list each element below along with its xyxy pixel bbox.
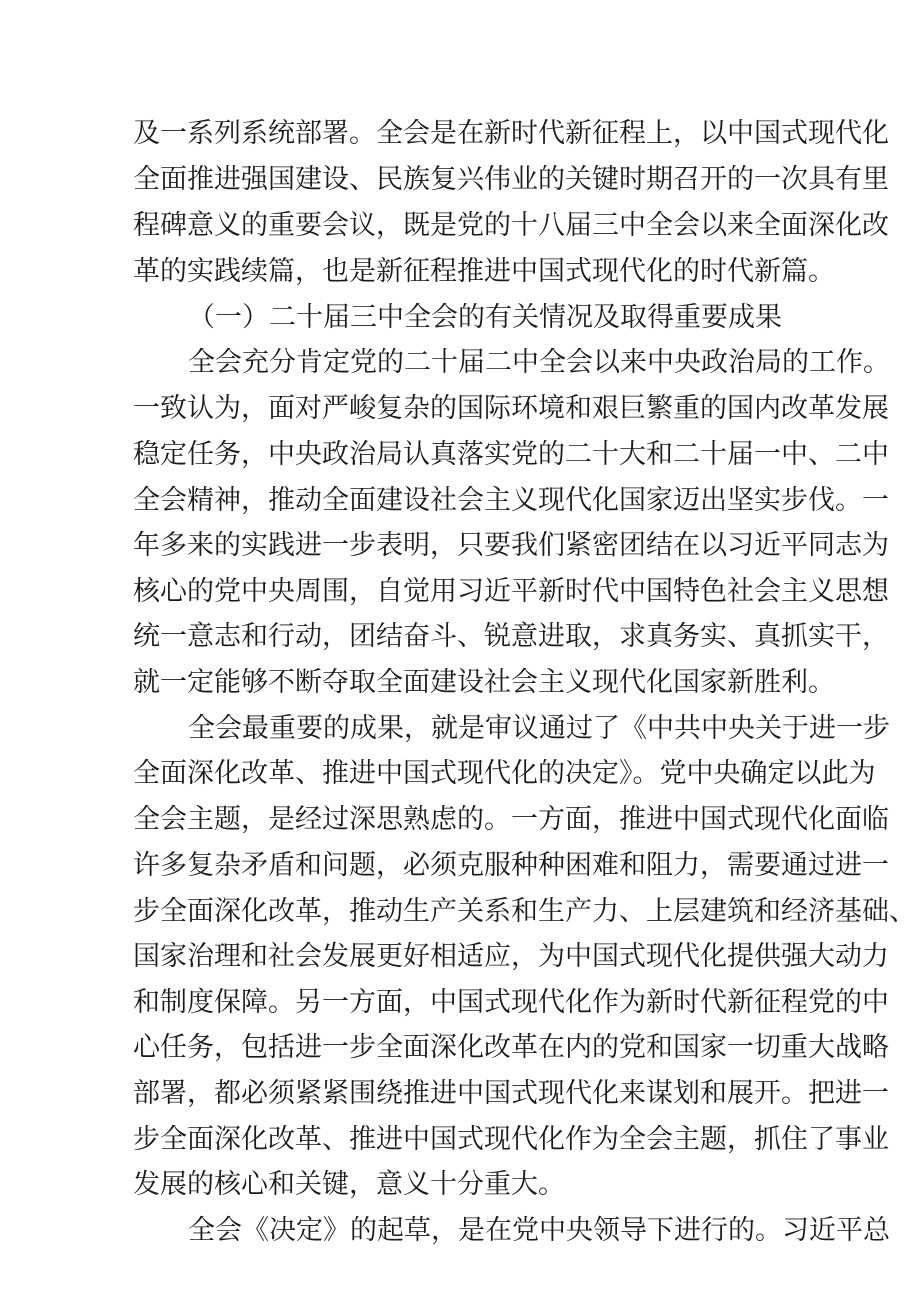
text-line-4: 革的实践续篇，也是新征程推进中国式现代化的时代新篇。: [133, 256, 835, 287]
text-line-12: 统一意志和行动，团结奋斗、锐意进取，求真务实、真抓实干，: [133, 621, 889, 652]
text-line-8: 稳定任务，中央政治局认真落实党的二十大和二十届一中、二中: [133, 439, 889, 470]
text-line-16: 全会主题，是经过深思熟虑的。一方面，推进中国式现代化面临: [133, 804, 889, 835]
text-line-11: 核心的党中央周围，自觉用习近平新时代中国特色社会主义思想: [133, 576, 889, 607]
text-line-20: 和制度保障。另一方面，中国式现代化作为新时代新征程党的中: [133, 987, 889, 1018]
text-line-22: 部署，都必须紧紧围绕推进中国式现代化来谋划和展开。把进一: [133, 1078, 889, 1109]
text-line-19: 国家治理和社会发展更好相适应，为中国式现代化提供强大动力: [133, 941, 889, 972]
text-line-9: 全会精神，推动全面建设社会主义现代化国家迈出坚实步伐。一: [133, 485, 889, 516]
text-line-17: 许多复杂矛盾和问题，必须克服种种困难和阻力，需要通过进一: [133, 850, 889, 881]
text-line-1: 及一系列系统部署。全会是在新时代新征程上，以中国式现代化: [133, 118, 889, 149]
text-line-15: 全面深化改革、推进中国式现代化的决定》。党中央确定以此为: [133, 758, 876, 789]
text-line-14: 全会最重要的成果，就是审议通过了《中共中央关于进一步: [188, 713, 890, 744]
text-line-6: 全会充分肯定党的二十届二中全会以来中央政治局的工作。: [188, 347, 890, 378]
text-line-24: 发展的核心和关键，意义十分重大。: [133, 1169, 565, 1200]
text-line-21: 心任务，包括进一步全面深化改革在内的党和国家一切重大战略: [133, 1032, 889, 1063]
text-line-7: 一致认为，面对严峻复杂的国际环境和艰巨繁重的国内改革发展: [133, 393, 889, 424]
text-line-2: 全面推进强国建设、民族复兴伟业的关键时期召开的一次具有里: [133, 164, 889, 195]
text-line-25: 全会《决定》的起草，是在党中央领导下进行的。习近平总: [188, 1215, 890, 1246]
text-line-10: 年多来的实践进一步表明，只要我们紧密团结在以习近平同志为: [133, 530, 889, 561]
text-line-3: 程碑意义的重要会议，既是党的十八届三中全会以来全面深化改: [133, 210, 889, 241]
text-line-13: 就一定能够不断夺取全面建设社会主义现代化国家新胜利。: [133, 667, 835, 698]
section-heading: （一）二十届三中全会的有关情况及取得重要成果: [188, 302, 782, 333]
text-line-23: 步全面深化改革、推进中国式现代化作为全会主题，抓住了事业: [133, 1124, 889, 1155]
text-line-18: 步全面深化改革，推动生产关系和生产力、上层建筑和经济基础、: [133, 896, 916, 927]
